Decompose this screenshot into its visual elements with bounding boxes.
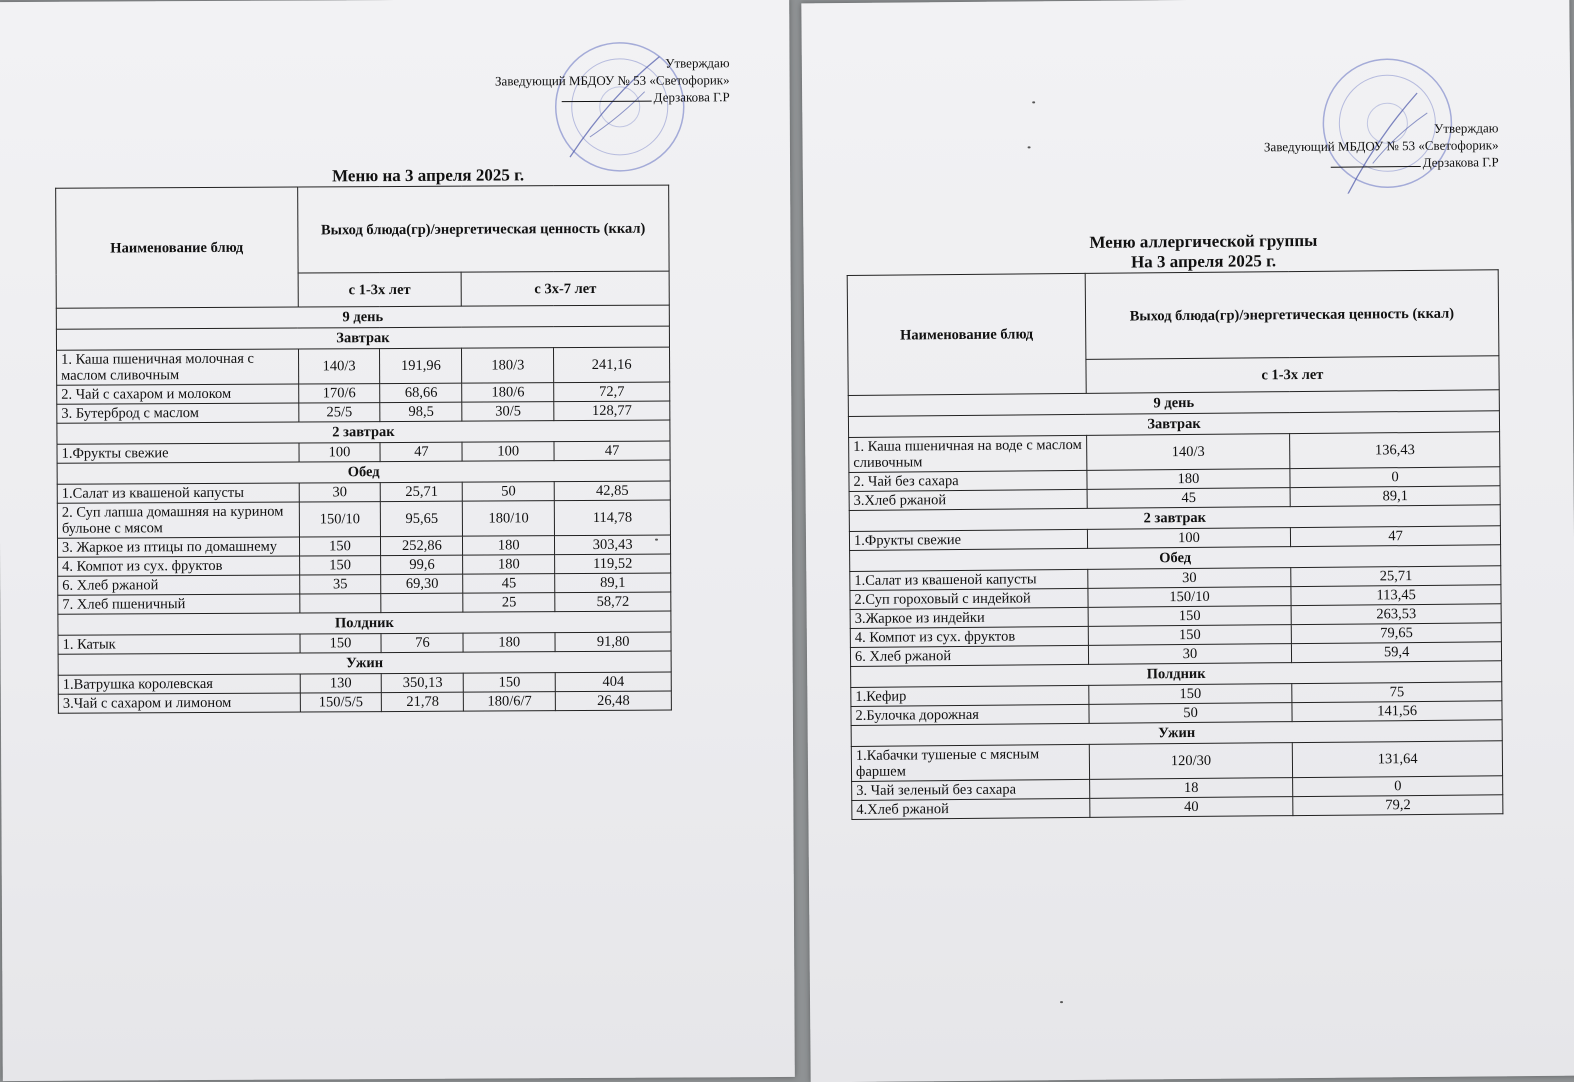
header-output: Выход блюда(гр)/энергетическая ценность (ккал) [297, 185, 669, 273]
value-cell-b: 0 [1293, 776, 1503, 797]
value-cell-c: 180 [463, 536, 555, 555]
value-cell-c: 180 [463, 633, 555, 652]
menu-table [847, 269, 1504, 820]
dish-name-cell: 3.Чай с сахаром и лимоном [58, 693, 300, 713]
header-age-3-7: с 3х-7 лет [461, 271, 669, 306]
value-cell-a: 180 [1087, 469, 1291, 490]
value-cell-a: 30 [299, 483, 381, 502]
dish-name-cell: 1.Салат из квашеной капусты [850, 569, 1088, 590]
value-cell-c: 180 [463, 555, 555, 574]
value-cell-a: 150 [1088, 606, 1292, 627]
value-cell-b: 25,71 [1291, 566, 1501, 587]
section-title: Завтрак [56, 326, 669, 350]
value-cell-a: 40 [1089, 797, 1293, 818]
approval-line-2: Заведующий МБДОУ № 53 «Светофорик» [1263, 137, 1499, 155]
dish-name-cell: 2.Суп гороховый с индейкой [850, 588, 1088, 609]
value-cell-a: 30 [1087, 568, 1291, 589]
value-cell-c: 180/3 [462, 348, 554, 383]
value-cell-b: 79,2 [1293, 795, 1503, 816]
approval-block [1162, 119, 1498, 173]
value-cell-a: 50 [1089, 703, 1293, 724]
value-cell-b: 263,53 [1291, 604, 1501, 625]
dish-name-cell: 1. Каша пшеничная молочная с маслом сливочным [57, 349, 299, 385]
value-cell-d: 58,72 [555, 592, 671, 612]
value-cell-c: 180/10 [463, 501, 555, 536]
value-cell-d: 26,48 [555, 691, 671, 711]
dish-name-cell: 3.Жаркое из индейки [850, 607, 1088, 628]
dish-name-cell: 4.Хлеб ржаной [852, 798, 1090, 819]
value-cell-d: 119,52 [555, 554, 671, 574]
dish-name-cell: 3.Хлеб ржаной [849, 489, 1087, 510]
value-cell-b: 0 [1290, 467, 1500, 488]
value-cell-a: 150/10 [299, 502, 381, 537]
value-cell-a [299, 594, 381, 613]
value-cell-a: 45 [1087, 488, 1291, 509]
value-cell-b: 76 [381, 633, 463, 652]
dish-name-cell: 6. Хлеб ржаной [850, 645, 1088, 666]
section-title: Завтрак [848, 411, 1499, 438]
dish-name-cell: 2. Суп лапша домашняя на курином бульоне с мясом [57, 502, 299, 538]
table-row [58, 691, 671, 713]
dish-name-cell: 2. Чай без сахара [849, 470, 1087, 491]
value-cell-b: 350,13 [382, 673, 464, 692]
value-cell-a: 150/5/5 [300, 693, 382, 712]
value-cell-c: 100 [462, 442, 554, 461]
day-label: 9 день [848, 390, 1499, 417]
value-cell-d: 72,7 [554, 382, 670, 402]
value-cell-a: 170/6 [298, 384, 380, 403]
value-cell-b: 99,6 [381, 555, 463, 574]
value-cell-d: 114,78 [554, 500, 670, 536]
header-age-1-3: с 1-3х лет [298, 272, 462, 307]
value-cell-a: 25/5 [298, 403, 380, 422]
value-cell-c: 180/6 [462, 383, 554, 402]
header-output: Выход блюда(гр)/энергетическая ценность (ккал) [1085, 270, 1499, 360]
value-cell-a: 150 [300, 634, 382, 653]
dish-name-cell: 1.Кабачки тушеные с мясным фаршем [851, 744, 1089, 781]
value-cell-b: 252,86 [381, 536, 463, 555]
approval-block [377, 54, 729, 107]
value-cell-b: 136,43 [1290, 432, 1500, 469]
value-cell-a: 140/3 [1086, 434, 1290, 471]
value-cell-b: 191,96 [380, 348, 462, 383]
section-title: Полдник [58, 611, 671, 635]
value-cell-c: 50 [463, 482, 555, 501]
value-cell-a: 150 [1088, 684, 1292, 705]
value-cell-d: 89,1 [555, 573, 671, 593]
section-title: 2 завтрак [849, 505, 1500, 532]
approval-line-1: Утверждаю [1434, 120, 1499, 136]
dish-name-cell: 2. Чай с сахаром и молоком [57, 384, 299, 404]
value-cell-b: 47 [380, 442, 462, 461]
value-cell-b: 59,4 [1292, 642, 1502, 663]
dish-name-cell: 6. Хлеб ржаной [58, 575, 300, 595]
right-menu-sheet [801, 0, 1574, 1082]
approval-line-3: Дерзакова Г.Р [1163, 153, 1499, 173]
value-cell-b: 47 [1291, 526, 1501, 547]
dish-name-cell: 1.Фрукты свежие [57, 443, 299, 463]
dish-name-cell: 3. Бутерброд с маслом [57, 403, 299, 423]
approval-line-1: Утверждаю [665, 55, 730, 71]
header-age-1-3: с 1-3х лет [1086, 356, 1500, 394]
value-cell-a: 150/10 [1088, 587, 1292, 608]
dish-name-cell: 4. Компот из сух. фруктов [850, 626, 1088, 647]
dish-name-cell: 7. Хлеб пшеничный [58, 594, 300, 614]
value-cell-b: 69,30 [381, 574, 463, 593]
section-title: Ужин [851, 720, 1502, 747]
page-title: Меню на 3 апреля 2025 г. [332, 165, 525, 186]
value-cell-c: 45 [463, 574, 555, 593]
value-cell-d: 91,80 [555, 632, 671, 652]
value-cell-a: 100 [299, 443, 381, 462]
value-cell-b [381, 593, 463, 612]
dish-name-cell: 4. Компот из сух. фруктов [58, 556, 300, 576]
value-cell-a: 150 [299, 537, 381, 556]
value-cell-a: 150 [299, 556, 381, 575]
value-cell-b: 113,45 [1291, 585, 1501, 606]
value-cell-b: 89,1 [1290, 486, 1500, 507]
dish-name-cell: 1.Салат из квашеной капусты [57, 483, 299, 503]
value-cell-d: 128,77 [554, 401, 670, 421]
value-cell-a: 100 [1087, 528, 1291, 549]
value-cell-d: 42,85 [554, 481, 670, 501]
value-cell-a: 30 [1088, 644, 1292, 665]
value-cell-b: 68,66 [380, 383, 462, 402]
value-cell-d: 404 [555, 672, 671, 692]
value-cell-d: 241,16 [554, 347, 670, 383]
section-title: Обед [57, 460, 670, 484]
value-cell-b: 25,71 [381, 482, 463, 501]
value-cell-b: 98,5 [380, 402, 462, 421]
table-row [57, 347, 670, 385]
table-row [57, 500, 670, 538]
value-cell-a: 18 [1089, 778, 1293, 799]
value-cell-b: 79,65 [1292, 623, 1502, 644]
value-cell-a: 140/3 [298, 349, 380, 384]
value-cell-a: 130 [300, 674, 382, 693]
section-title: Полдник [851, 661, 1502, 688]
value-cell-c: 150 [464, 673, 556, 692]
dish-name-cell: 3. Чай зеленый без сахара [852, 779, 1090, 800]
section-title: Обед [850, 545, 1501, 572]
page-title-line-2: На 3 апреля 2025 г. [1130, 251, 1277, 272]
table-row [849, 432, 1500, 473]
page-title-line-1: Меню аллергической группы [1089, 230, 1318, 252]
value-cell-d: 303,43 [555, 535, 671, 555]
header-dish-name: Наименование блюд [847, 273, 1086, 395]
dish-name-cell: 1.Фрукты свежие [849, 529, 1087, 550]
value-cell-c: 30/5 [462, 402, 554, 421]
header-dish-name: Наименование блюд [56, 187, 298, 308]
dish-name-cell: 1. Катык [58, 634, 300, 654]
section-title: 2 завтрак [57, 420, 670, 444]
dish-name-cell: 1. Каша пшеничная на воде с маслом сливочным [849, 435, 1087, 472]
table-row [851, 741, 1502, 782]
page-title [1053, 231, 1353, 274]
value-cell-b: 75 [1292, 682, 1502, 703]
value-cell-c: 180/6/7 [464, 692, 556, 711]
approval-line-3: Дерзакова Г.Р [378, 88, 730, 107]
menu-table [55, 185, 672, 714]
section-title: Ужин [58, 651, 671, 675]
dish-name-cell: 1.Кефир [851, 685, 1089, 706]
day-label: 9 день [56, 305, 669, 329]
dish-name-cell: 2.Булочка дорожная [851, 704, 1089, 725]
value-cell-c: 25 [463, 593, 555, 612]
value-cell-a: 150 [1088, 625, 1292, 646]
value-cell-a: 35 [299, 575, 381, 594]
dish-name-cell: 3. Жаркое из птицы по домашнему [57, 537, 299, 557]
dish-name-cell: 1.Ватрушка королевская [58, 674, 300, 694]
approval-line-2: Заведующий МБДОУ № 53 «Светофорик» [494, 72, 730, 89]
value-cell-b: 141,56 [1292, 701, 1502, 722]
value-cell-b: 131,64 [1293, 741, 1503, 778]
value-cell-b: 21,78 [382, 692, 464, 711]
value-cell-a: 120/30 [1089, 743, 1293, 780]
value-cell-b: 95,65 [381, 501, 463, 536]
value-cell-d: 47 [554, 441, 670, 461]
